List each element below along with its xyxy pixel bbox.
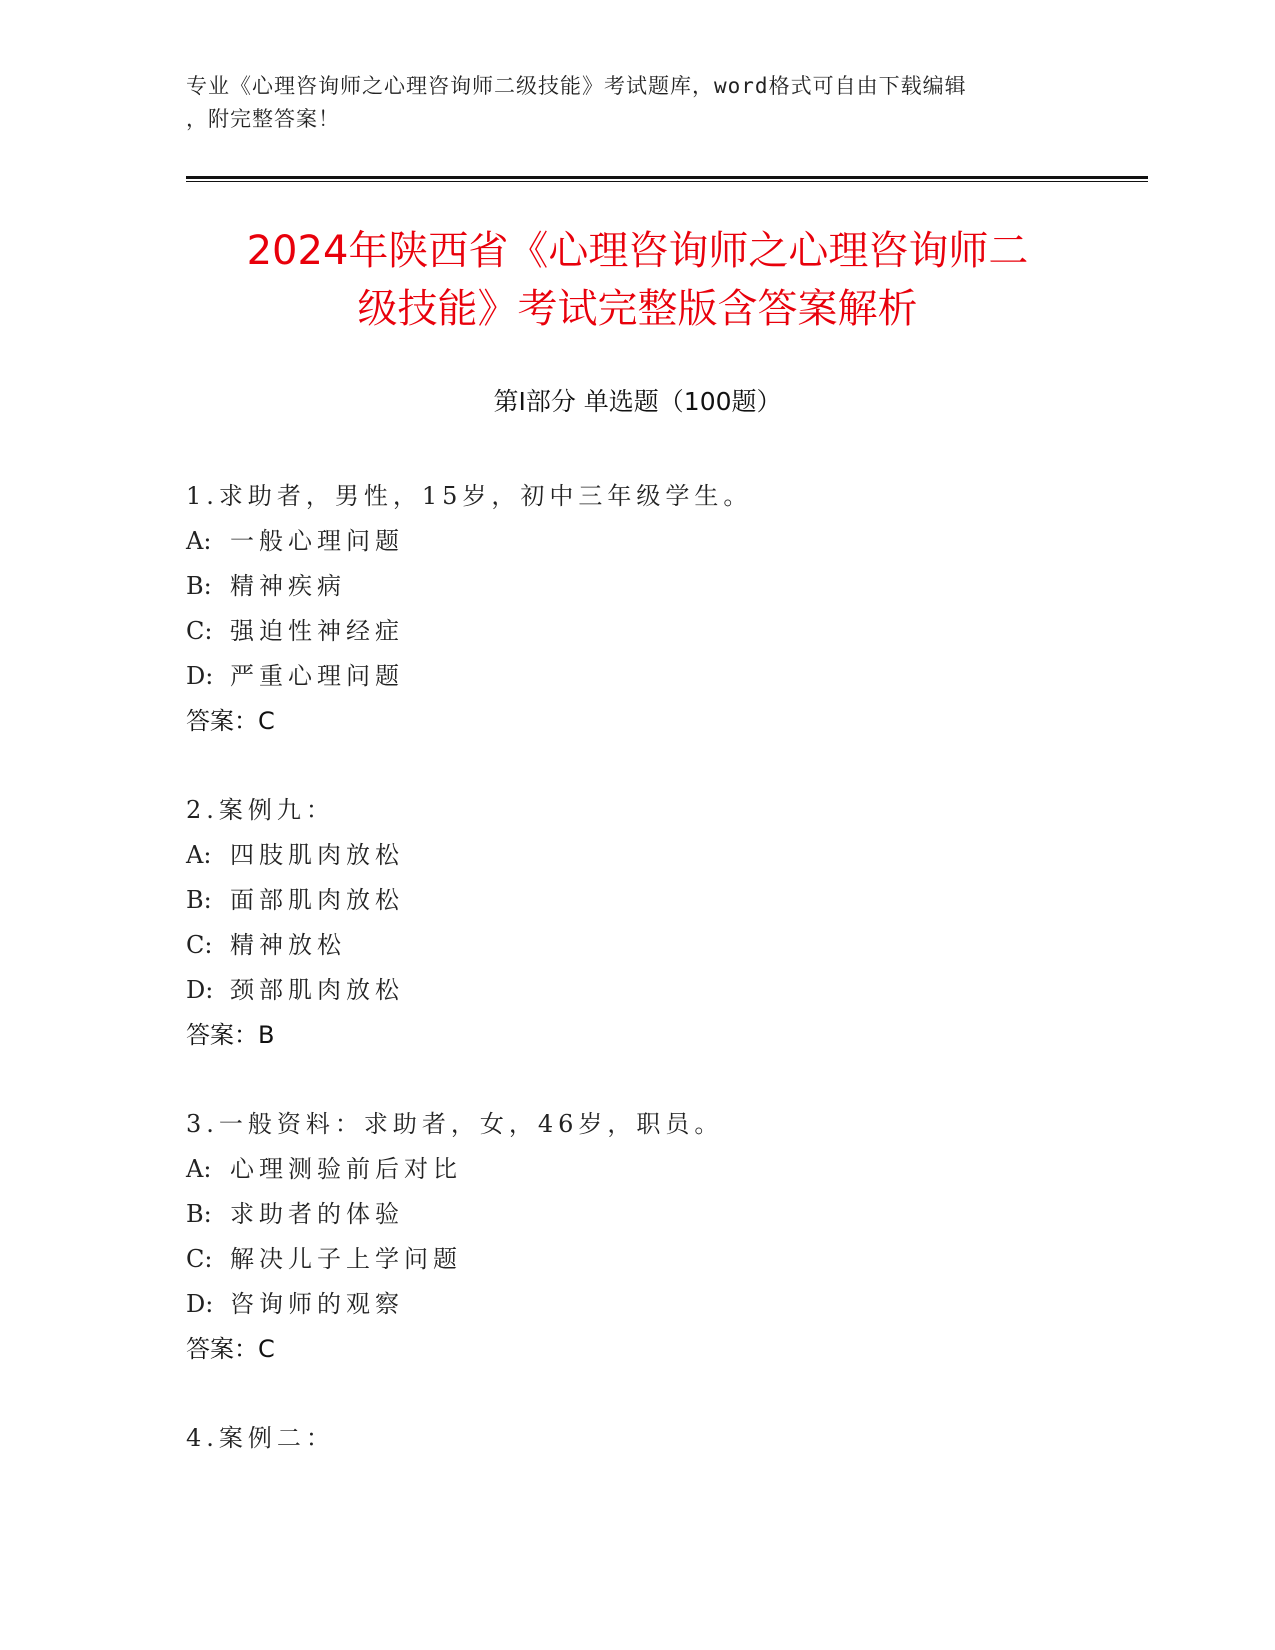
document-title-line-2: 级技能》考试完整版含答案解析 — [357, 286, 918, 332]
header-note-line-2: ，附完整答案！ — [186, 107, 340, 131]
option-text: 四肢肌肉放松 — [230, 841, 404, 869]
option-text: 严重心理问题 — [230, 662, 404, 690]
option-a — [186, 1147, 1136, 1192]
document-title — [130, 222, 1145, 338]
option-text: 强迫性神经症 — [230, 617, 404, 645]
option-letter: A: — [186, 841, 212, 869]
question-stem: 4.案例二： — [186, 1424, 335, 1452]
option-text: 面部肌肉放松 — [230, 886, 404, 914]
option-a — [186, 519, 1136, 564]
question-1 — [186, 474, 1136, 744]
option-text: 解决儿子上学问题 — [230, 1245, 462, 1273]
answer-label: 答案：C — [186, 707, 275, 735]
answer-label: 答案：C — [186, 1335, 275, 1363]
question-3 — [186, 1102, 1136, 1372]
option-letter: B: — [186, 572, 212, 600]
question-stem: 3.一般资料：求助者，女，46岁，职员。 — [186, 1110, 724, 1138]
header-divider-thick — [186, 176, 1148, 179]
option-letter: A: — [186, 527, 212, 555]
option-letter: B: — [186, 1200, 212, 1228]
option-text: 咨询师的观察 — [230, 1290, 404, 1318]
option-text: 一般心理问题 — [230, 527, 404, 555]
option-text: 精神放松 — [230, 931, 346, 959]
option-letter: D: — [186, 1290, 214, 1318]
option-letter: C: — [186, 1245, 213, 1273]
header-divider-thin — [186, 181, 1148, 182]
section-title: 第Ⅰ部分 单选题（100题） — [493, 387, 782, 416]
option-letter: C: — [186, 931, 213, 959]
option-letter: D: — [186, 662, 214, 690]
option-c — [186, 1237, 1136, 1282]
option-d — [186, 968, 1136, 1013]
question-stem: 2.案例九： — [186, 796, 335, 824]
option-c — [186, 923, 1136, 968]
option-b — [186, 878, 1136, 923]
question-list — [186, 474, 1136, 1505]
question-stem: 1.求助者，男性，15岁，初中三年级学生。 — [186, 482, 753, 510]
question-2 — [186, 788, 1136, 1058]
option-text: 精神疾病 — [230, 572, 346, 600]
option-d — [186, 654, 1136, 699]
option-letter: A: — [186, 1155, 212, 1183]
option-text: 求助者的体验 — [230, 1200, 404, 1228]
option-text: 心理测验前后对比 — [230, 1155, 462, 1183]
option-b — [186, 564, 1136, 609]
option-d — [186, 1282, 1136, 1327]
question-4 — [186, 1416, 1136, 1461]
header-note — [186, 70, 1086, 136]
option-letter: C: — [186, 617, 213, 645]
document-title-line-1: 2024年陕西省《心理咨询师之心理咨询师二 — [246, 228, 1029, 274]
header-note-line-1: 专业《心理咨询师之心理咨询师二级技能》考试题库，word格式可自由下载编辑 — [186, 74, 967, 98]
option-letter: D: — [186, 976, 214, 1004]
option-a — [186, 833, 1136, 878]
option-text: 颈部肌肉放松 — [230, 976, 404, 1004]
option-c — [186, 609, 1136, 654]
answer-label: 答案：B — [186, 1021, 275, 1049]
option-b — [186, 1192, 1136, 1237]
header-divider — [186, 176, 1148, 182]
option-letter: B: — [186, 886, 212, 914]
